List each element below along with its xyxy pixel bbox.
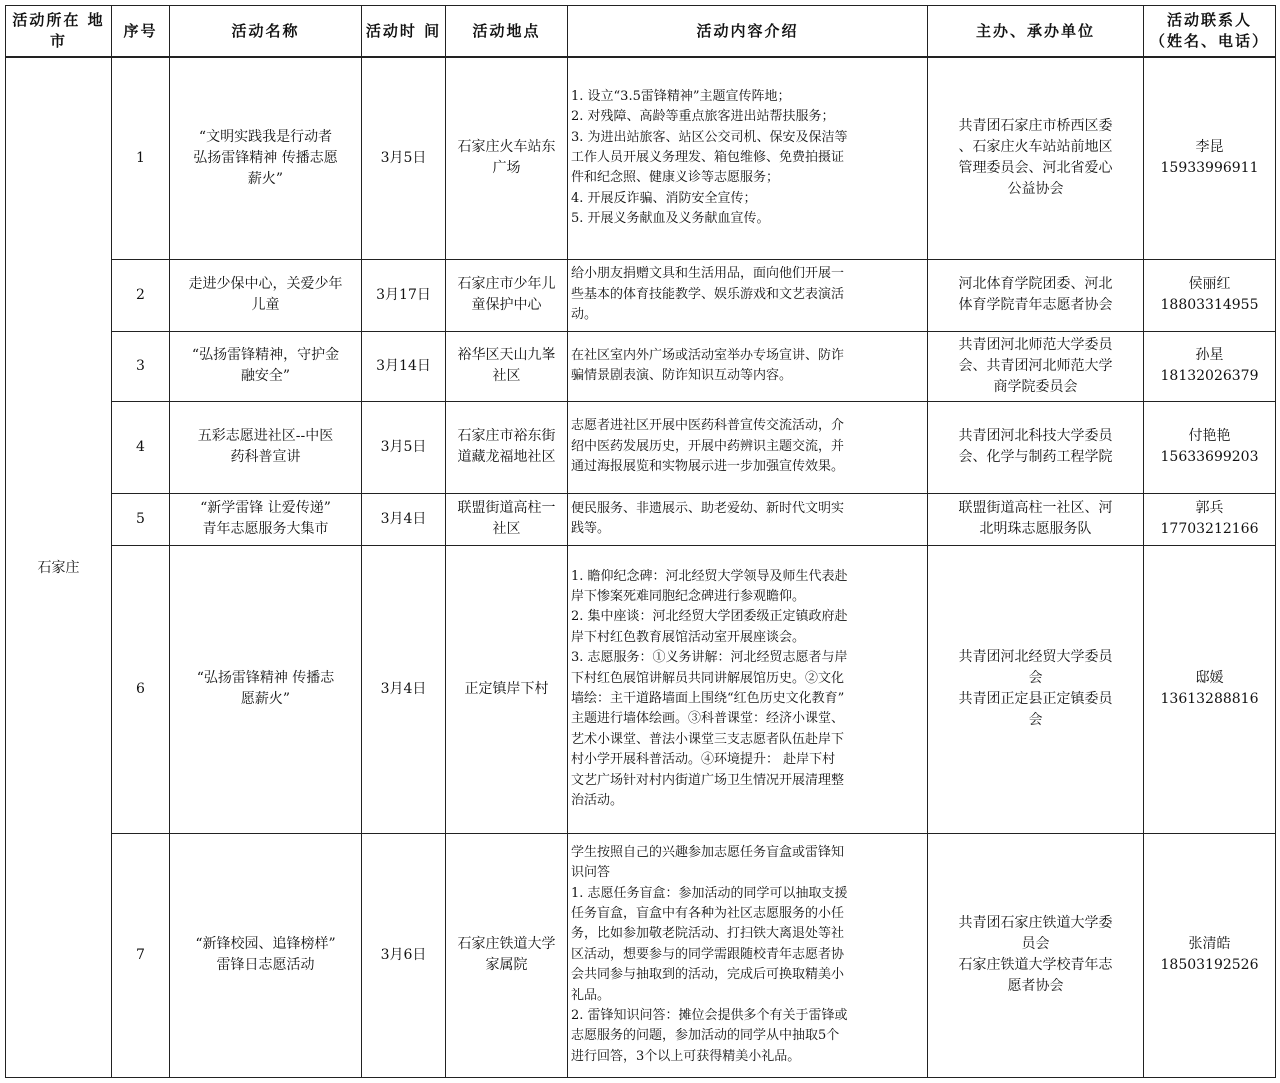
cell-activity-place-line: 联盟街道高柱一 (457, 500, 556, 516)
cell-activity-content (568, 545, 928, 833)
cell-activity-time: 3月4日 (362, 545, 446, 833)
cell-activity-content-line: 岸下惨案死难同胞纪念碑进行参观瞻仰。 (571, 588, 806, 604)
cell-activity-content-line: 岸下村红色教育展馆活动室开展座谈会。 (571, 629, 806, 645)
cell-activity-time: 3月4日 (362, 493, 446, 545)
cell-organizer (928, 545, 1144, 833)
cell-activity-name-line: 五彩志愿进社区--中医 (197, 428, 334, 444)
table-row (6, 57, 1276, 259)
cell-seq: 4 (112, 401, 170, 493)
cell-activity-content (568, 259, 928, 331)
header-place: 活动地点 (446, 6, 568, 58)
table-row (6, 331, 1276, 401)
cell-organizer (928, 493, 1144, 545)
header-row (6, 6, 1276, 58)
table-row (6, 259, 1276, 331)
cell-activity-name-line: 青年志愿服务大集市 (202, 521, 329, 537)
cell-activity-content-line: 艺术小课堂、普法小课堂三支志愿者队伍赴岸下 (571, 731, 845, 747)
cell-activity-name (170, 259, 362, 331)
cell-organizer-line: 共青团河北师范大学委员 (958, 336, 1113, 353)
cell-organizer (928, 259, 1144, 331)
contact-name: 郭兵 (1195, 500, 1224, 516)
cell-activity-name-line: 愿薪火” (240, 691, 291, 707)
cell-organizer-line: 石家庄铁道大学校青年志 (958, 957, 1113, 973)
cell-activity-content-line: 5. 开展义务献血及义务献血宣传。 (571, 211, 770, 227)
cell-activity-content-line: 主题进行墙体绘画。③科普课堂：经济小课堂、 (571, 711, 845, 727)
cell-activity-content-line: 下村红色展馆讲解员共同讲解展馆历史。②文化 (571, 670, 845, 686)
cell-activity-content-line: 任务盲盒，盲盒中有各种为社区志愿服务的小任 (571, 905, 845, 921)
header-city-line: 地市 (49, 11, 105, 50)
activity-sheet (5, 5, 1276, 1078)
cell-activity-name (170, 545, 362, 833)
cell-organizer-line: 愿者协会 (1007, 978, 1064, 994)
header-time-line: 活动时 (365, 21, 417, 40)
cell-activity-place (446, 57, 568, 259)
cell-contact (1144, 833, 1276, 1077)
cell-activity-place (446, 331, 568, 401)
cell-organizer-line: 、石家庄火车站站前地区 (958, 139, 1113, 156)
contact-name: 邸媛 (1195, 670, 1224, 686)
cell-activity-place-line: 裕华区天山九峯 (457, 347, 556, 363)
cell-activity-content (568, 401, 928, 493)
cell-seq: 5 (112, 493, 170, 545)
cell-contact (1144, 493, 1276, 545)
cell-activity-place-line: 道藏龙福地社区 (457, 449, 556, 465)
cell-activity-content-line: 2. 雷锋知识问答：摊位会提供多个有关于雷锋或 (571, 1008, 848, 1024)
cell-activity-content-line: 会共同参与抽取到的活动，完成后可换取精美小 (571, 967, 845, 983)
cell-activity-content-line: 践等。 (571, 521, 611, 536)
cell-activity-content-line: 3. 志愿服务：①义务讲解：河北经贸志愿者与岸 (571, 650, 848, 666)
cell-activity-place-line: 广场 (492, 160, 521, 177)
cell-contact (1144, 401, 1276, 493)
cell-activity-content-line: 文艺广场针对村内街道广场卫生情况开展清理整 (571, 772, 845, 788)
cell-activity-time: 3月14日 (362, 331, 446, 401)
cell-activity-place (446, 401, 568, 493)
contact-phone: 17703212166 (1160, 521, 1259, 537)
cell-activity-place-line: 社区 (492, 368, 521, 384)
cell-activity-name-line: 药科普宣讲 (230, 449, 301, 465)
cell-activity-place (446, 493, 568, 545)
header-time-line: 间 (424, 21, 442, 40)
table-row (6, 833, 1276, 1077)
table-body (6, 57, 1276, 1077)
header-content: 活动内容介绍 (568, 6, 928, 58)
cell-activity-content-line: 工作人员开展义务理发、箱包维修、免费拍摄证 (571, 150, 845, 166)
cell-activity-place-line: 石家庄火车站东 (457, 139, 556, 156)
cell-organizer-line: 共青团河北经贸大学委员 (958, 649, 1113, 665)
contact-phone: 18132026379 (1160, 368, 1259, 384)
cell-activity-name-line: 薪火” (247, 170, 284, 187)
activity-table (5, 5, 1276, 1078)
cell-activity-place (446, 545, 568, 833)
cell-activity-content-line: 些基本的体育技能教学、娱乐游戏和文艺表演活 (571, 286, 845, 302)
contact-phone: 15933996911 (1160, 160, 1259, 177)
cell-activity-content-line: 2. 集中座谈：河北经贸大学团委级正定镇政府赴 (571, 609, 848, 625)
table-row (6, 545, 1276, 833)
cell-activity-content-line: 识问答 (571, 865, 611, 881)
cell-organizer-line: 管理委员会、河北省爱心 (958, 160, 1113, 177)
cell-activity-content-line: 学生按照自己的兴趣参加志愿任务盲盒或雷锋知 (571, 844, 845, 860)
cell-activity-place-line: 石家庄市裕东街 (457, 428, 556, 444)
cell-contact (1144, 57, 1276, 259)
table-row (6, 493, 1276, 545)
cell-contact (1144, 545, 1276, 833)
cell-activity-name (170, 493, 362, 545)
cell-activity-content (568, 331, 928, 401)
cell-activity-name (170, 833, 362, 1077)
cell-activity-name-line: “新锋校园、追锋榜样” (195, 936, 336, 952)
cell-organizer-line: 公益协会 (1007, 181, 1064, 198)
cell-activity-content-line: 区活动，想要参与的同学需跟随校青年志愿者协 (571, 946, 845, 962)
cell-activity-place-line: 童保护中心 (471, 297, 542, 313)
cell-activity-content-line: 务，比如参加敬老院活动、打扫铁大离退处等社 (571, 926, 845, 942)
cell-seq: 1 (112, 57, 170, 259)
cell-activity-content (568, 57, 928, 259)
header-name: 活动名称 (170, 6, 362, 58)
cell-activity-time: 3月5日 (362, 401, 446, 493)
cell-activity-content-line: 3. 为进出站旅客、站区公交司机、保安及保洁等 (571, 129, 848, 145)
cell-activity-content-line: 进行回答，3个以上可获得精美小礼品。 (571, 1048, 801, 1064)
cell-organizer-line: 员会 (1021, 936, 1050, 952)
cell-activity-content (568, 833, 928, 1077)
header-city (6, 6, 112, 58)
cell-activity-name-line: 融安全” (240, 368, 291, 384)
cell-activity-time: 3月5日 (362, 57, 446, 259)
cell-contact (1144, 331, 1276, 401)
contact-name: 张清皓 (1188, 936, 1231, 952)
header-time (362, 6, 446, 58)
cell-activity-content-line: 治活动。 (571, 793, 624, 809)
contact-name: 孙星 (1195, 347, 1224, 363)
cell-activity-content-line: 2. 对残障、高龄等重点旅客进出站帮扶服务； (571, 109, 835, 125)
cell-activity-content-line: 动。 (571, 307, 598, 323)
cell-activity-name-line: 弘扬雷锋精神 传播志愿 (193, 149, 338, 166)
cell-activity-name-line: 儿童 (251, 297, 280, 313)
table-header (6, 6, 1276, 58)
cell-organizer (928, 331, 1144, 401)
cell-activity-name (170, 331, 362, 401)
header-contact (1144, 6, 1276, 58)
header-contact-line: （姓名、电话） (1149, 32, 1269, 50)
cell-activity-time: 3月6日 (362, 833, 446, 1077)
cell-activity-name-line: “文明实践我是行动者 (198, 128, 333, 145)
cell-activity-name-line: 雷锋日志愿活动 (216, 957, 315, 973)
cell-activity-time: 3月17日 (362, 259, 446, 331)
cell-organizer-line: 共青团石家庄铁道大学委 (958, 915, 1113, 931)
cell-activity-content-line: 村小学开展科普活动。④环境提升： 赴岸下村 (571, 752, 836, 768)
cell-activity-name-line: “新学雷锋 让爱传递” (200, 500, 331, 516)
header-org: 主办、承办单位 (928, 6, 1144, 58)
header-city-line: 活动所在 (12, 11, 81, 29)
cell-organizer (928, 833, 1144, 1077)
contact-name: 付艳艳 (1188, 428, 1231, 444)
cell-activity-content-line: 志愿者进社区开展中医药科普宣传交流活动，介 (571, 418, 845, 434)
cell-activity-content-line: 绍中医药发展历史，开展中药辨识主题交流，并 (571, 438, 845, 454)
cell-seq: 2 (112, 259, 170, 331)
contact-phone: 18503192526 (1160, 957, 1259, 973)
cell-organizer-line: 联盟街道高柱一社区、河 (958, 500, 1113, 516)
cell-activity-content-line: 4. 开展反诈骗、消防安全宣传； (571, 190, 757, 206)
cell-activity-content-line: 1. 设立“3.5雷锋精神”主题宣传阵地； (571, 88, 791, 104)
cell-activity-content (568, 493, 928, 545)
cell-activity-name (170, 57, 362, 259)
cell-activity-place-line: 社区 (492, 521, 521, 537)
cell-activity-place-line: 家属院 (485, 957, 528, 973)
cell-activity-place (446, 259, 568, 331)
cell-city: 石家庄 (6, 57, 112, 1077)
contact-name: 李昆 (1195, 139, 1224, 156)
cell-activity-content-line: 志愿服务的问题，参加活动的同学从中抽取5个 (571, 1028, 840, 1044)
cell-activity-content-line: 给小朋友捐赠文具和生活用品，面向他们开展一 (571, 266, 845, 282)
cell-organizer-line: 会 (1028, 712, 1043, 728)
cell-organizer-line: 共青团正定县正定镇委员 (958, 691, 1113, 707)
cell-activity-content-line: 1. 志愿任务盲盒：参加活动的同学可以抽取支援 (571, 885, 848, 901)
cell-activity-place-line: 正定镇岸下村 (464, 680, 549, 697)
cell-organizer-line: 会、共青团河北师范大学 (958, 357, 1113, 374)
cell-activity-name-line: “弘扬雷锋精神 传播志 (196, 670, 335, 686)
cell-activity-content-line: 1. 瞻仰纪念碑：河北经贸大学领导及师生代表赴 (571, 568, 848, 584)
cell-organizer-line: 商学院委员会 (993, 378, 1078, 395)
cell-seq: 6 (112, 545, 170, 833)
cell-organizer (928, 401, 1144, 493)
cell-organizer-line: 河北体育学院团委、河北 (958, 276, 1113, 292)
cell-organizer-line: 北明珠志愿服务队 (979, 521, 1092, 537)
cell-activity-content-line: 礼品。 (571, 987, 611, 1003)
cell-contact (1144, 259, 1276, 331)
cell-organizer-line: 共青团河北科技大学委员 (958, 428, 1113, 444)
contact-phone: 13613288816 (1160, 691, 1259, 707)
cell-activity-content-line: 件和纪念照、健康义诊等志愿服务； (571, 170, 780, 186)
cell-organizer-line: 共青团石家庄市桥西区委 (958, 118, 1113, 135)
cell-seq: 3 (112, 331, 170, 401)
contact-phone: 18803314955 (1160, 297, 1259, 313)
cell-activity-content-line: 便民服务、非遗展示、助老爱幼、新时代文明实 (571, 500, 845, 516)
cell-activity-content-line: 在社区室内外广场或活动室举办专场宣讲、防诈 (571, 347, 845, 363)
header-seq: 序号 (112, 6, 170, 58)
cell-activity-content-line: 骗情景剧表演、防诈知识互动等内容。 (571, 368, 793, 383)
cell-activity-content-line: 通过海报展览和实物展示进一步加强宣传效果。 (571, 459, 845, 475)
cell-activity-content-line: 墙绘：主干道路墙面上围绕“红色历史文化教育” (571, 691, 845, 706)
table-row (6, 401, 1276, 493)
contact-phone: 15633699203 (1160, 449, 1259, 465)
cell-activity-place-line: 石家庄铁道大学 (457, 936, 556, 952)
cell-activity-name-line: “弘扬雷锋精神，守护金 (191, 347, 340, 363)
cell-organizer (928, 57, 1144, 259)
header-contact-line: 活动联系人 (1166, 11, 1252, 29)
cell-seq: 7 (112, 833, 170, 1077)
contact-name: 侯丽红 (1188, 276, 1231, 292)
cell-organizer-line: 体育学院青年志愿者协会 (958, 297, 1113, 313)
cell-organizer-line: 会 (1028, 670, 1043, 686)
cell-activity-place (446, 833, 568, 1077)
cell-organizer-line: 会、化学与制药工程学院 (958, 449, 1113, 465)
cell-activity-name-line: 走进少保中心，关爱少年 (188, 276, 343, 292)
cell-activity-name (170, 401, 362, 493)
cell-activity-place-line: 石家庄市少年儿 (457, 276, 556, 292)
